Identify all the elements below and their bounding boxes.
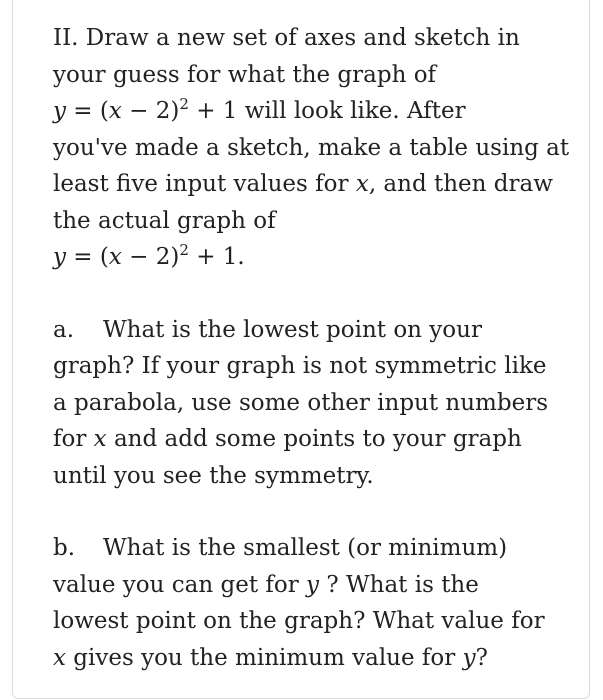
eq1-y: y xyxy=(53,98,66,124)
equation-line-2 xyxy=(53,239,573,276)
part-b-var-y: y xyxy=(306,571,320,598)
part-ii-line-5 xyxy=(53,166,573,203)
eq1-minus: − 2) xyxy=(121,98,180,124)
part-ii-line-1: II. Draw a new set of axes and sketch in xyxy=(53,25,520,51)
part-b-line-4-post: ? xyxy=(475,644,488,671)
part-b-line-1 xyxy=(53,530,573,567)
part-a-var-x: x xyxy=(93,426,107,452)
part-a-line-5: until you see the symmetry. xyxy=(53,462,374,489)
eq1-plus: + 1 xyxy=(188,98,238,124)
eq1-equals: = ( xyxy=(66,98,109,124)
spacer xyxy=(53,494,573,530)
part-a-line-2: graph? If your graph is not symmetric like xyxy=(53,353,547,379)
part-a-line-3: a parabola, use some other input numbers xyxy=(53,389,548,416)
part-a-line-1 xyxy=(53,312,573,349)
line5-var-x: x xyxy=(355,171,369,197)
part-b-line-1-text: What is the smallest (or minimum) xyxy=(103,535,508,561)
eq2-equals: = ( xyxy=(66,244,109,270)
part-b-line-2-post: ? What is the xyxy=(319,571,479,598)
part-b-line-4-mid: gives you the minimum value for xyxy=(65,644,463,671)
eq1-exponent: 2 xyxy=(179,95,189,113)
eq1-tail: will look like. After xyxy=(237,98,466,124)
eq1-x: x xyxy=(108,98,122,124)
line5-post: , and then draw xyxy=(368,171,553,197)
equation-line-1 xyxy=(53,93,573,130)
part-ii-line-6: the actual graph of xyxy=(53,207,276,234)
part-a-line-1-text: What is the lowest point on your xyxy=(103,316,482,343)
part-a-line-4-post: and add some points to your graph xyxy=(106,426,522,452)
part-a-line-4 xyxy=(53,421,573,458)
question-card xyxy=(12,0,590,699)
eq2-plus: + 1. xyxy=(188,244,245,270)
part-b-line-4 xyxy=(53,640,573,677)
spacer xyxy=(53,276,573,312)
part-a-label: a. xyxy=(53,316,75,343)
part-ii-line-2: your guess for what the graph of xyxy=(53,61,437,88)
part-b-var-y2: y xyxy=(462,644,476,671)
part-b-label: b. xyxy=(53,535,76,561)
question-text xyxy=(53,20,573,676)
part-b-line-2-pre: value you can get for xyxy=(53,571,307,598)
line5-pre: least five input values for xyxy=(53,171,356,197)
part-ii-line-4: you've made a sketch, make a table using at xyxy=(53,134,570,161)
eq2-exponent: 2 xyxy=(179,241,189,259)
eq2-minus: − 2) xyxy=(121,244,180,270)
eq2-x: x xyxy=(108,244,122,270)
eq2-y: y xyxy=(53,244,66,270)
part-b-line-3: lowest point on the graph? What value for xyxy=(53,608,545,634)
part-b-var-x: x xyxy=(53,644,66,671)
part-a-line-4-pre: for xyxy=(53,426,94,452)
part-b-line-2 xyxy=(53,567,573,604)
